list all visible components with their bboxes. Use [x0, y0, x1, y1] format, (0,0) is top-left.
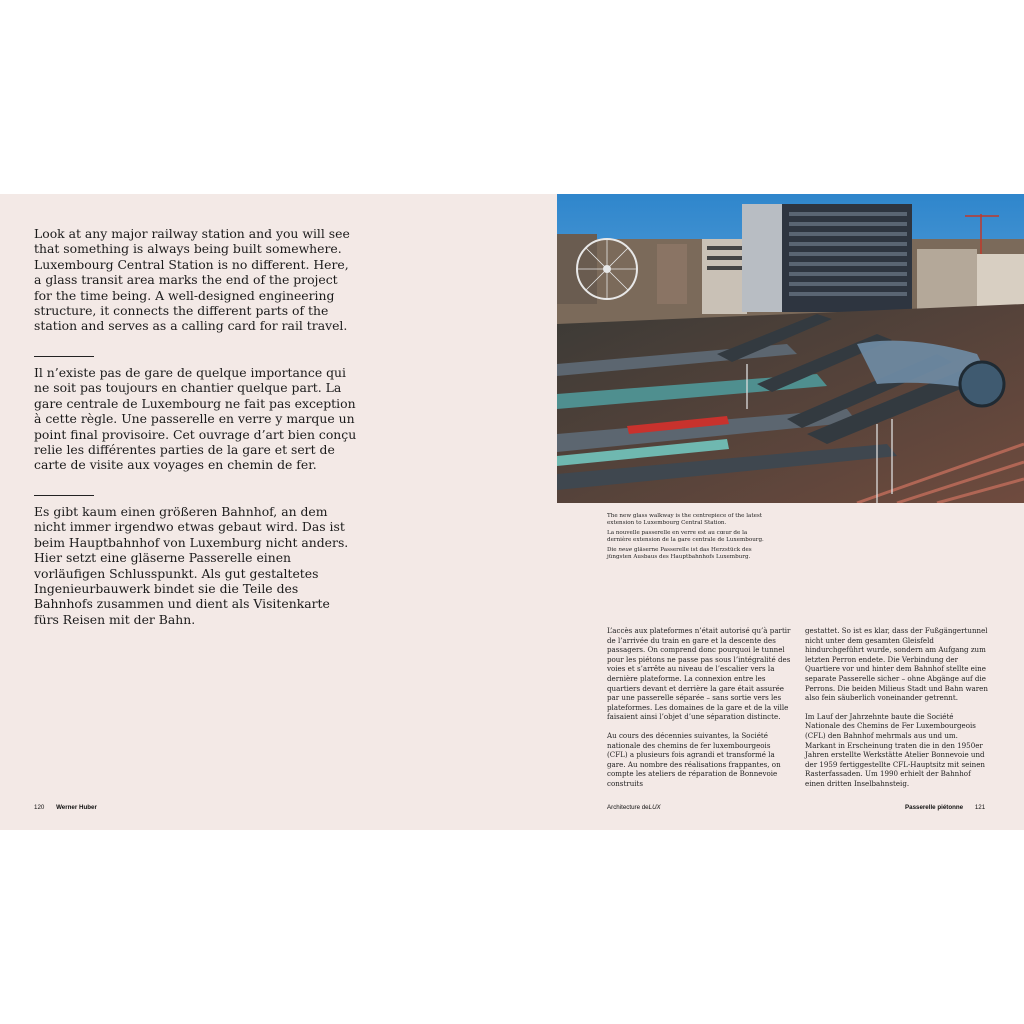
intro-french: Il n’existe pas de gare de quelque importance qui ne soit pas toujours en chantier quelque part. La gare centrale de Luxembourg ne fait pas exception à cette règle. Une passerelle en verre y marque un point final provisoire. Cet ouvrage d’art bien conçu relie les différentes parties de la gare et sert de carte de visite aux voyages en chemin de fer. [34, 365, 357, 473]
photo-captions [607, 513, 772, 564]
caption-german-prefix: Die [607, 547, 617, 553]
left-footer [34, 804, 97, 811]
right-page-number: 121 [974, 804, 986, 811]
left-page-number: 120 [34, 804, 45, 811]
book-spread [0, 194, 1024, 830]
right-footer [905, 804, 985, 811]
caption-german-emphasis: neue [618, 547, 633, 553]
divider-rule-2 [34, 495, 94, 496]
series-prefix: Architecture de [607, 804, 649, 811]
caption-german [607, 547, 772, 561]
section-title: Passerelle piétonne [905, 804, 964, 811]
station-photo [557, 194, 1024, 503]
caption-english: The new glass walkway is the centrepiece of the latest extension to Luxembourg Central Station. [607, 513, 762, 526]
author-name: Werner Huber [56, 804, 97, 811]
series-emphasis: LUX [648, 804, 661, 811]
intro-german: Es gibt kaum einen größeren Bahnhof, an dem nicht immer irgendwo etwas gebaut wird. Das ist beim Hauptbahnhof von Luxemburg nicht anders. Hier setzt eine gläserne Passerelle einen vorläufigen Schlusspunkt. Als gut gestaltetes Ingenieurbauwerk bindet sie die Teile des Bahnhofs zusammen und dient als Visitenkarte fürs Reisen mit der Bahn. [34, 504, 349, 627]
body-german-paragraph-2: Im Lauf der Jahrzehnte baute die Société Nationale des Chemins de Fer Luxembourgeois (CFL) den Bahnhof mehrmals aus und um. Markant in Erscheinung traten die in den 1950er Jahren erstellte Werkstätte Atelier Bonnevoie und der 1959 fertiggestellte CFL-Hauptsitz mit seinen Rasterfassaden. Um 1990 erhielt der Bahnhof einen dritten Inselbahnsteig. [805, 711, 985, 788]
station-photo-illustration [557, 194, 1024, 503]
body-column-german [805, 626, 990, 798]
body-french-paragraph-2: Au cours des décennies suivantes, la Société nationale des chemins de fer luxembourgeois (CFL) a plusieurs fois agrandi et transformé la gare. Au nombre des réalisations frappantes, on compte les ateliers de réparation de Bonnevoie construits [607, 730, 781, 788]
caption-german-rest: gläserne Passerelle ist das Herzstück des jüngsten Ausbaus des Hauptbahnhofs Luxemburg. [607, 547, 752, 560]
series-footer [607, 804, 661, 811]
intro-english: Look at any major railway station and you will see that something is always being built somewhere. Luxembourg Central Station is no different. Here, a glass transit area marks the end of the project for the time being. A well-designed engineering structure, it connects the different parts of the station and serves as a calling card for rail travel. [34, 226, 350, 334]
divider-rule-1 [34, 356, 94, 357]
caption-french: La nouvelle passerelle en verre est au cœur de la dernière extension de la gare centrale de Luxembourg. [607, 530, 764, 543]
body-german-paragraph-1: gestattet. So ist es klar, dass der Fußgängertunnel nicht unter dem gesamten Gleisfeld hindurchgeführt wurde, sondern am Aufgang zum letzten Perron endete. Die Verbindung der Quartiere vor und hinter dem Bahnhof stellte eine separate Passerelle sicher – ohne Abgänge auf die Perrons. Die beiden Milieus Stadt und Bahn waren also fein säuberlich voneinander getrennt. [805, 626, 988, 703]
body-column-french [607, 626, 792, 798]
body-french-paragraph-1: L’accès aux plateformes n’était autorisé qu’à partir de l’arrivée du train en gare et la descente des passagers. On comprend donc pourquoi le tunnel pour les piétons ne passe pas sous l’intégralité des voies et s’arrête au niveau de l’escalier vers la dernière plateforme. La connexion entre les quartiers devant et derrière la gare était assurée par une passerelle séparée – sans sortie vers les plateformes. Les domaines de la gare et de la ville faisaient ainsi l’objet d’une séparation distincte. [607, 626, 791, 722]
